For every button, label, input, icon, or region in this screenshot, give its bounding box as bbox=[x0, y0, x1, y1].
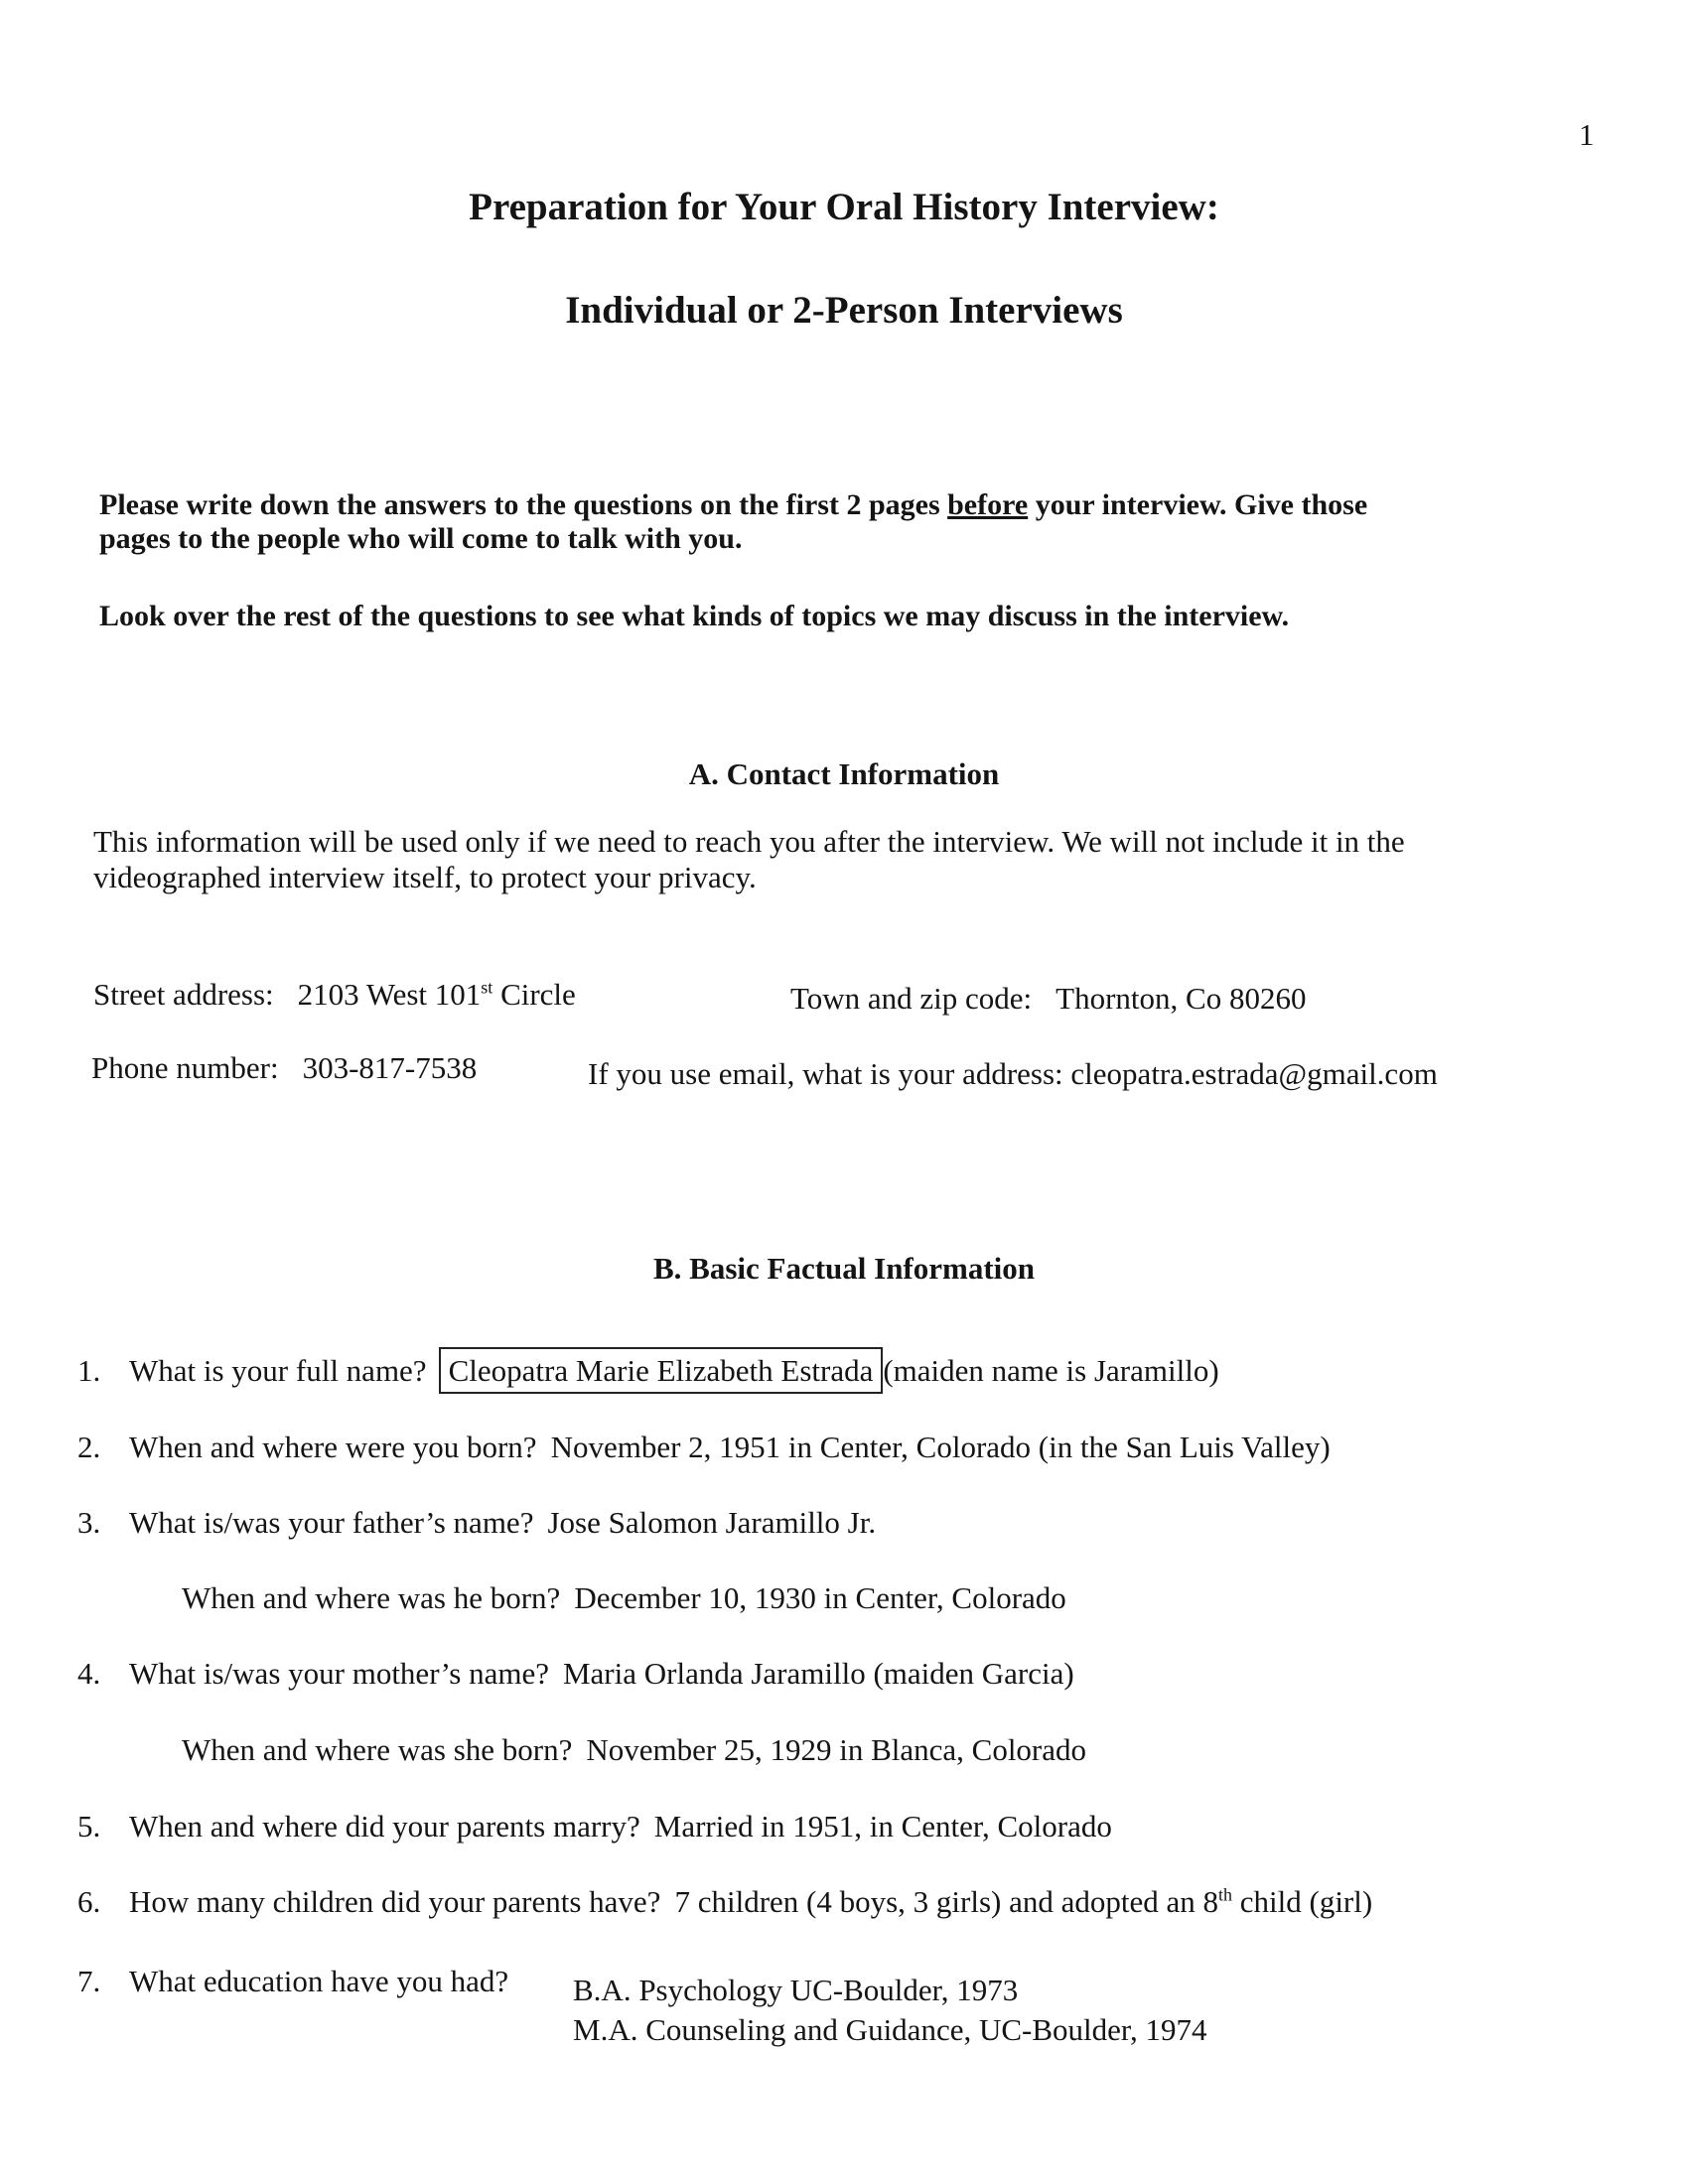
question-text: What is your full name? bbox=[129, 1353, 427, 1388]
privacy-note-line: videographed interview itself, to protect your privacy. bbox=[93, 860, 757, 894]
intro-underlined-word: before bbox=[947, 488, 1029, 521]
question-text: When and where were you born? bbox=[129, 1430, 537, 1464]
education-line: B.A. Psychology UC-Boulder, 1973 bbox=[573, 1973, 1019, 2007]
street-address-field bbox=[93, 977, 576, 1013]
section-b-heading: B. Basic Factual Information bbox=[652, 1251, 1036, 1286]
question-number: 1. bbox=[77, 1353, 101, 1388]
education-answer bbox=[573, 1971, 1206, 2050]
question-2 bbox=[77, 1430, 1331, 1465]
question-answer: November 2, 1951 in Center, Colorado (in the San Luis Valley) bbox=[550, 1430, 1331, 1464]
question-7 bbox=[77, 1964, 508, 1999]
question-4 bbox=[77, 1656, 1074, 1692]
question-text: When and where did your parents marry? bbox=[129, 1809, 640, 1843]
answer-sup: th bbox=[1218, 1884, 1233, 1905]
question-text: How many children did your parents have? bbox=[129, 1884, 661, 1919]
sub-question-text: When and where was he born? bbox=[182, 1580, 561, 1615]
question-number: 3. bbox=[77, 1505, 101, 1540]
question-number: 7. bbox=[77, 1964, 101, 1998]
street-address-sup: st bbox=[481, 977, 493, 998]
question-number: 4. bbox=[77, 1656, 101, 1691]
page-title: Preparation for Your Oral History Interview: bbox=[469, 186, 1219, 228]
page-subtitle: Individual or 2-Person Interviews bbox=[565, 289, 1123, 332]
question-3 bbox=[77, 1505, 876, 1541]
phone-value: 303-817-7538 bbox=[302, 1050, 478, 1085]
street-address-value: 2103 West 101 bbox=[297, 977, 482, 1012]
question-text: What is/was your mother’s name? bbox=[129, 1656, 549, 1691]
privacy-note bbox=[93, 824, 1405, 895]
town-zip-field bbox=[790, 981, 1306, 1017]
email-value: cleopatra.estrada@gmail.com bbox=[1070, 1056, 1438, 1091]
question-answer: 7 children (4 boys, 3 girls) and adopted an 8 bbox=[674, 1884, 1218, 1919]
question-answer: Jose Salomon Jaramillo Jr. bbox=[547, 1505, 877, 1540]
phone-field bbox=[91, 1050, 477, 1086]
intro-text: Please write down the answers to the questions on the first 2 pages bbox=[99, 488, 948, 521]
email-field bbox=[588, 1056, 1438, 1092]
question-6 bbox=[77, 1884, 1372, 1920]
street-address-suffix: Circle bbox=[492, 977, 576, 1012]
question-answer: Married in 1951, in Center, Colorado bbox=[653, 1809, 1112, 1843]
question-text: What education have you had? bbox=[129, 1964, 509, 1998]
email-label: If you use email, what is your address: bbox=[588, 1056, 1063, 1091]
education-line: M.A. Counseling and Guidance, UC-Boulder, 1974 bbox=[573, 2012, 1207, 2047]
phone-label: Phone number: bbox=[91, 1050, 279, 1085]
question-4-sub bbox=[182, 1732, 1086, 1768]
question-number: 2. bbox=[77, 1430, 101, 1464]
question-1 bbox=[77, 1353, 1219, 1389]
privacy-note-line: This information will be used only if we need to reach you after the interview. We will not include it in the bbox=[93, 824, 1405, 859]
street-address-label: Street address: bbox=[93, 977, 274, 1012]
intro-paragraph-1 bbox=[99, 488, 1367, 556]
question-number: 6. bbox=[77, 1884, 101, 1919]
question-5 bbox=[77, 1809, 1112, 1844]
page-number: 1 bbox=[1579, 117, 1595, 152]
intro-text: your interview. Give those bbox=[1028, 488, 1368, 521]
sub-question-answer: November 25, 1929 in Blanca, Colorado bbox=[586, 1732, 1087, 1767]
town-zip-value: Thornton, Co 80260 bbox=[1055, 981, 1307, 1016]
intro-text: pages to the people who will come to talk with you. bbox=[99, 522, 743, 555]
question-number: 5. bbox=[77, 1809, 101, 1843]
question-3-sub bbox=[182, 1580, 1066, 1616]
town-zip-label: Town and zip code: bbox=[790, 981, 1033, 1016]
question-answer: Maria Orlanda Jaramillo (maiden Garcia) bbox=[562, 1656, 1074, 1691]
sub-question-text: When and where was she born? bbox=[182, 1732, 573, 1767]
question-text: What is/was your father’s name? bbox=[129, 1505, 534, 1540]
full-name-answer-extra: (maiden name is Jaramillo) bbox=[883, 1353, 1219, 1388]
intro-paragraph-2: Look over the rest of the questions to see what kinds of topics we may discuss in the interview. bbox=[99, 600, 1290, 632]
section-a-heading: A. Contact Information bbox=[688, 756, 1000, 791]
question-answer-end: child (girl) bbox=[1232, 1884, 1373, 1919]
full-name-answer-boxed: Cleopatra Marie Elizabeth Estrada bbox=[439, 1347, 884, 1394]
sub-question-answer: December 10, 1930 in Center, Colorado bbox=[574, 1580, 1066, 1615]
